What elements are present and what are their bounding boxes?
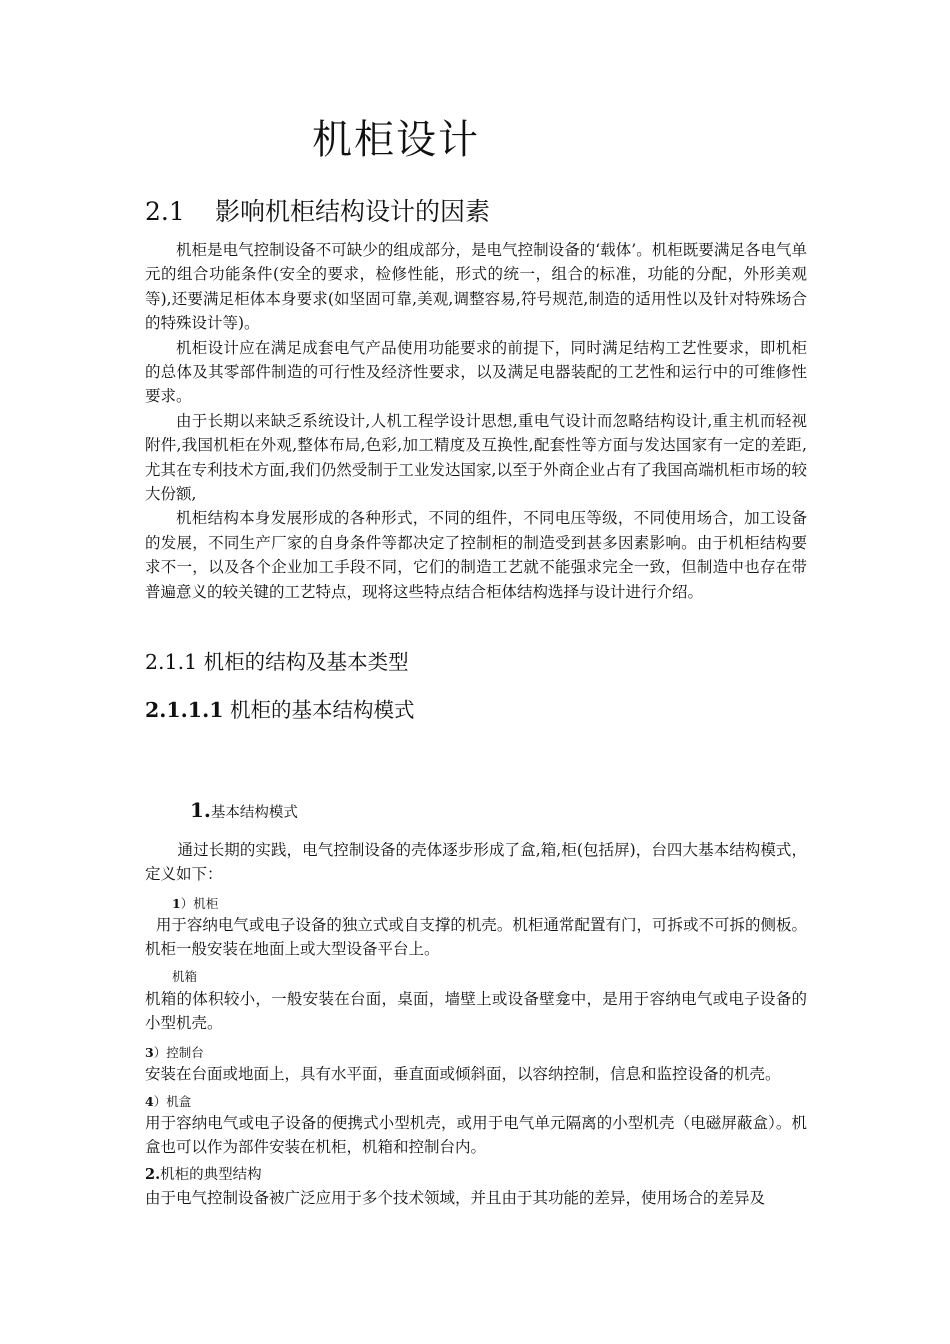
type-3-text: 安装在台面或地面上，具有水平面，垂直面或倾斜面，以容纳控制，信息和监控设备的机壳。: [145, 1065, 781, 1083]
subsubsection-number: 2.1.1.1: [145, 698, 224, 722]
item-2-number: 2.: [145, 1166, 161, 1183]
type-2-label: 机箱: [172, 969, 198, 984]
paragraph-3: 由于长期以来缺乏系统设计,人机工程学设计思想,重电气设计而忽略结构设计,重主机而轻视附件,我国机柜在外观,整体布局,色彩,加工精度及互换性,配套性等方面与发达国家有一定的差距,尤其在专利技术方面,我们仍然受制于工业发达国家,以至于外商企业占有了我国高端机柜市场的较大份额,: [145, 411, 807, 504]
subsubsection-title: 机柜的基本结构模式: [230, 698, 415, 722]
type-4-label: 4）机盒: [145, 1094, 192, 1109]
paragraph-2: 机柜设计应在满足成套电气产品使用功能要求的前提下，同时满足结构工艺性要求，即机柜的总体及其零部件制造的可行性及经济性要求，以及满足电器装配的工艺性和运行中的可维修性要求。: [145, 338, 807, 406]
paragraph-1: 机柜是电气控制设备不可缺少的组成部分，是电气控制设备的‘载体’。机柜既要满足各电气单元的组合功能条件(安全的要求，检修性能，形式的统一，组合的标准，功能的分配，外形美观等),还要满足柜体本身要求(如坚固可靠,美观,调整容易,符号规范,制造的适用性以及针对特殊场合的特殊设计等)。: [145, 241, 807, 333]
subsection-heading: 2.1.1 机柜的结构及基本类型: [145, 650, 409, 674]
subsubsection-heading: [145, 693, 415, 723]
closing-paragraph: 由于电气控制设备被广泛应用于多个技术领域，并且由于其功能的差异，使用场合的差异及: [145, 1189, 766, 1207]
type-4-text: 用于容纳电气或电子设备的便携式小型机壳，或用于电气单元隔离的小型机壳（电磁屏蔽盒）。机盒也可以作为部件安装在机柜，机箱和控制台内。: [145, 1114, 807, 1157]
intro-paragraph: 通过长期的实践，电气控制设备的壳体逐步形成了盒,箱,柜(包括屏)，台四大基本结构模式，定义如下：: [145, 841, 807, 884]
type-2-text: 机箱的体积较小，一般安装在台面，桌面，墙壁上或设备壁龛中，是用于容纳电气或电子设备的小型机壳。: [145, 990, 807, 1033]
section-heading: [145, 192, 490, 228]
item-1-number: 1.: [190, 798, 211, 822]
type-1-text: 用于容纳电气或电子设备的独立式或自支撑的机壳。机柜通常配置有门，可拆或不可拆的侧板。机柜一般安装在地面上或大型设备平台上。: [145, 916, 807, 959]
type-1-label: 1）机柜: [172, 896, 219, 911]
item-2-heading: [145, 1163, 262, 1184]
section-title: 影响机柜结构设计的因素: [215, 197, 491, 226]
item-2-title: 机柜的典型结构: [160, 1167, 262, 1183]
section-body: [145, 238, 807, 604]
section-number: 2.1: [145, 197, 185, 226]
paragraph-4: 机柜结构本身发展形成的各种形式，不同的组件，不同电压等级，不同使用场合，加工设备的发展，不同生产厂家的自身条件等都决定了控制柜的制造受到甚多因素影响。由于机柜结构要求不一，以及各个企业加工手段不同，它们的制造工艺就不能强求完全一致，但制造中也存在带普遍意义的较关键的工艺特点，现将这些特点结合柜体结构选择与设计进行介绍。: [145, 509, 807, 601]
item-1-title: 基本结构模式: [210, 805, 298, 821]
document-title: 机柜设计: [312, 117, 480, 163]
type-3-label: 3）控制台: [145, 1045, 204, 1060]
item-1-heading: [190, 798, 298, 822]
